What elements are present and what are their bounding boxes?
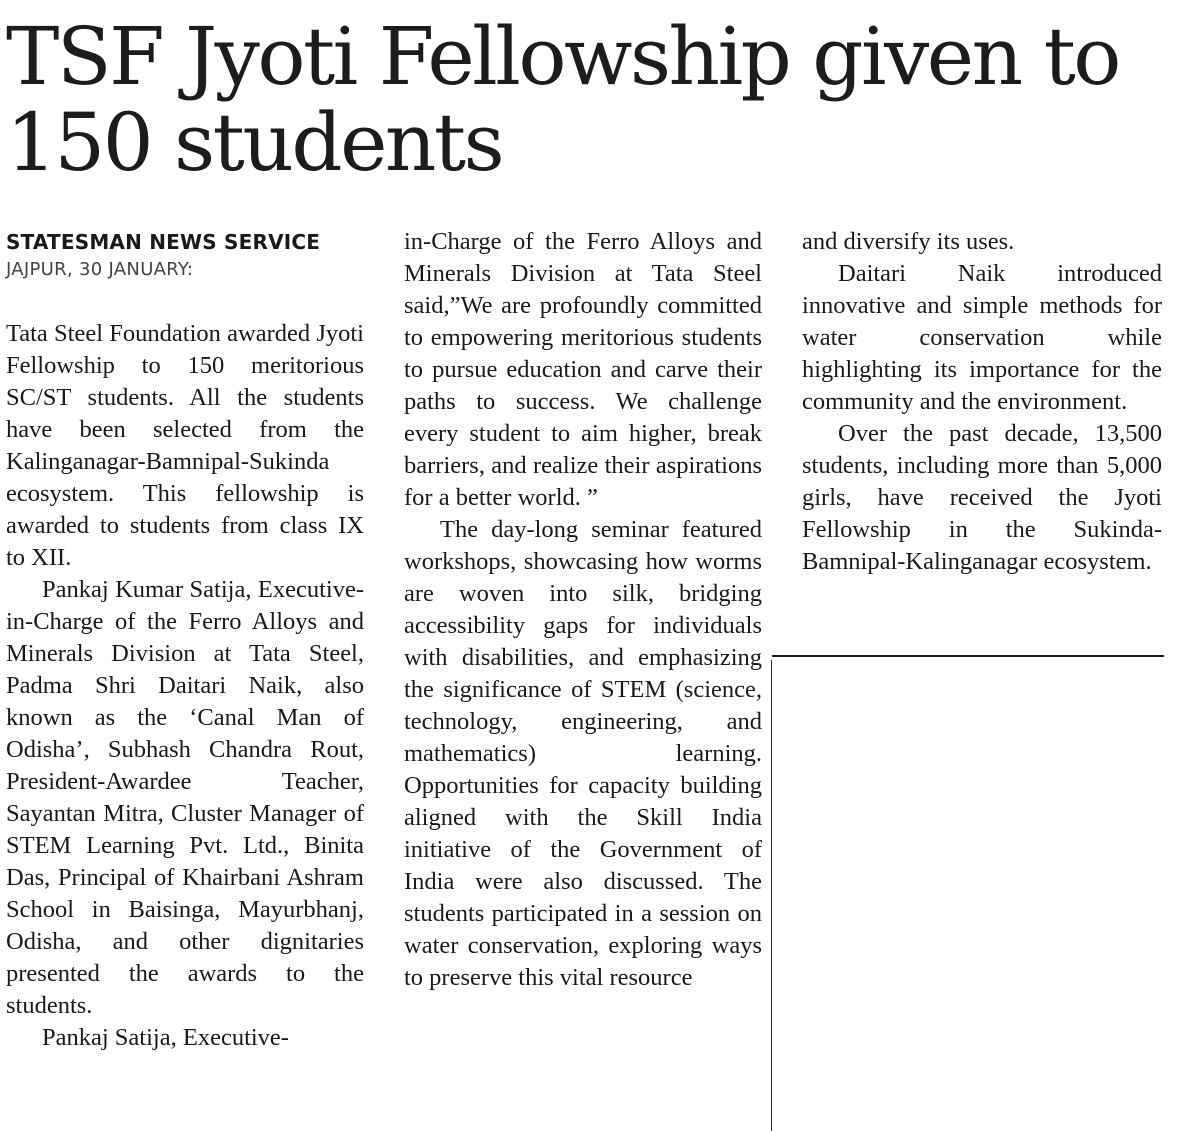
paragraph-6: Over the past decade, 13,500 students, including more than 5,000 girls, have received the Jyoti Fellowship in the Sukinda-Bamnipal-Kalinganagar ecosystem. (802, 420, 1162, 575)
article-column-2 (404, 226, 762, 994)
paragraph-5: Daitari Naik introduced innovative and simple methods for water conservation while highlighting its importance for the community and the environment. (802, 260, 1162, 415)
paragraph-3-start: Pankaj Satija, Executive- (42, 1024, 289, 1051)
end-rule (772, 655, 1164, 657)
dateline: JAJPUR, 30 JANUARY: (6, 259, 194, 280)
column-divider (771, 660, 772, 1131)
article-column-3 (802, 226, 1162, 578)
paragraph-3-continued: in-Charge of the Ferro Alloys and Minerals Division at Tata Steel said,”We are profoundly committed to empowering meritorious students to pursue education and carve their paths to success. We challenge every student to aim higher, break barriers, and realize their aspirations for a better world. ” (404, 228, 762, 511)
headline: TSF Jyoti Fellowship given to 150 students (6, 10, 1119, 189)
paragraph-4: The day-long seminar featured workshops, showcasing how worms are woven into silk, bridging accessibility gaps for individuals with disabilities, and emphasizing the significance of STEM (science, technology, engineering, and mathematics) learning. Opportunities for capacity building aligned with the Skill India initiative of the Government of India were also discussed. The students participated in a session on water conservation, exploring ways to preserve this vital resource (404, 516, 762, 991)
paragraph-1: Tata Steel Foundation awarded Jyoti Fellowship to 150 meritorious SC/ST students. All the students have been selected from the Kalinganagar-Bamnipal-Sukinda ecosystem. This fellowship is awarded to students from class IX to XII. (6, 320, 364, 571)
byline: STATESMAN NEWS SERVICE (6, 230, 321, 254)
paragraph-4-continued: and diversify its uses. (802, 228, 1015, 255)
paragraph-2: Pankaj Kumar Satija, Executive-in-Charge of the Ferro Alloys and Minerals Division at Tata Steel, Padma Shri Daitari Naik, also known as the ‘Canal Man of Odisha’, Subhash Chandra Rout, President-Awardee Teacher, Sayantan Mitra, Cluster Manager of STEM Learning Pvt. Ltd., Binita Das, Principal of Khairbani Ashram School in Baisinga, Mayurbhanj, Odisha, and other dignitaries presented the awards to the students. (6, 576, 364, 1019)
article-column-1 (6, 226, 364, 1054)
